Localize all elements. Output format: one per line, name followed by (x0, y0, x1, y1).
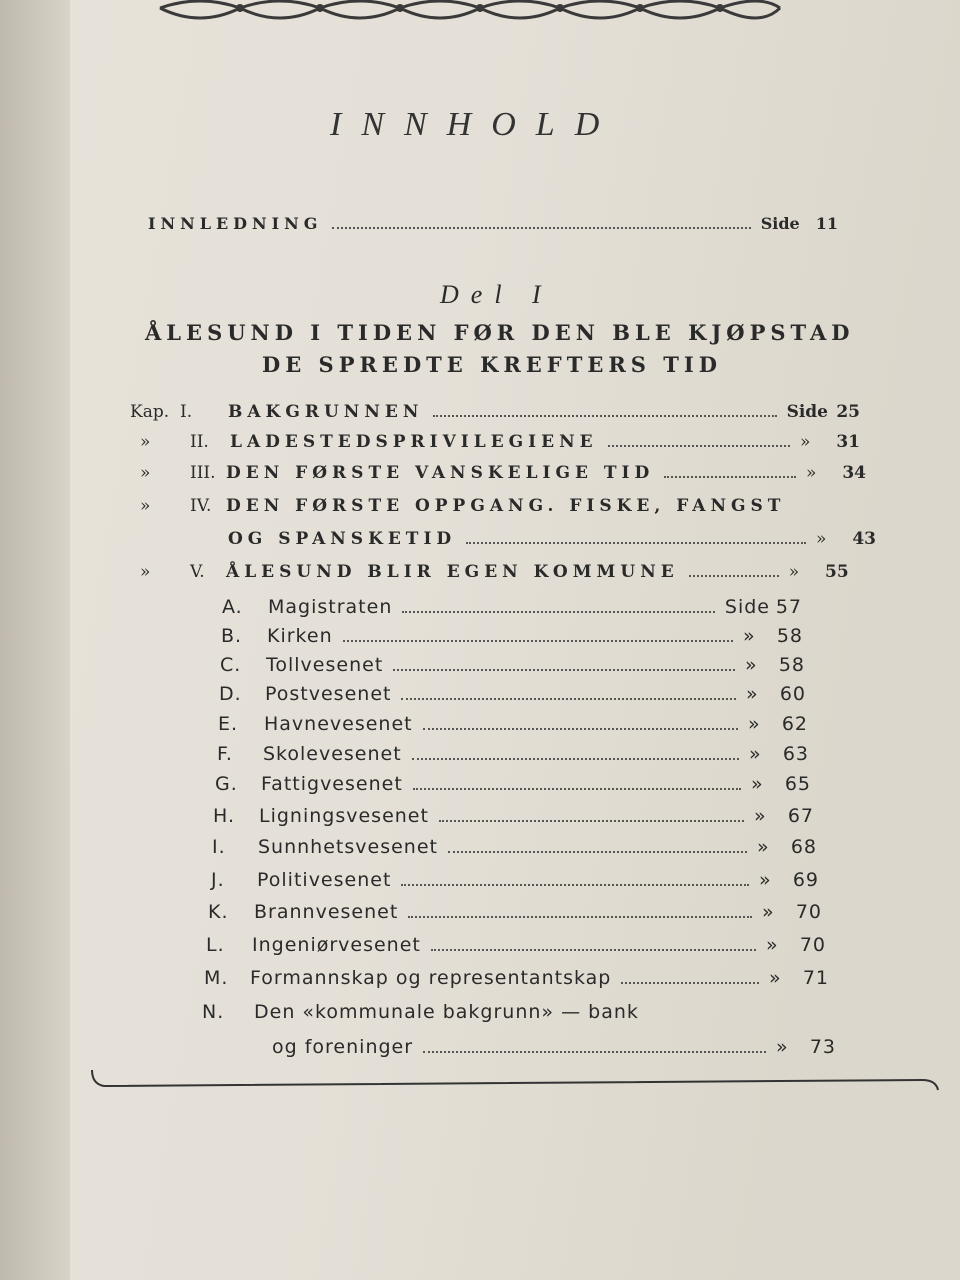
chapter-title: ÅLESUND BLIR EGEN KOMMUNE (226, 562, 679, 582)
section-letter: C. (220, 654, 242, 676)
section-page: 63 (782, 743, 809, 765)
leader-dots (408, 916, 752, 918)
section-letter: K. (208, 901, 229, 923)
chapter-number: IV. (190, 496, 212, 516)
section-row[interactable] (219, 683, 806, 705)
decorative-border-ornament (150, 0, 790, 28)
section-letter: N. (202, 1001, 225, 1023)
leader-dots (413, 788, 741, 790)
section-marker: » (748, 713, 761, 735)
section-title: Ligningsvesenet (259, 805, 429, 827)
section-row[interactable] (220, 654, 805, 676)
chapter-marker: » (788, 562, 800, 582)
chapter-page: 43 (852, 529, 876, 549)
chapter-page: 55 (825, 562, 849, 582)
chapter-marker: Side (786, 402, 828, 422)
section-marker: » (757, 836, 770, 858)
toc-intro-row[interactable] (148, 214, 838, 233)
section-page: 71 (802, 967, 829, 989)
leader-dots (466, 542, 806, 544)
section-title: Havnevesenet (264, 713, 413, 735)
section-row[interactable] (211, 869, 819, 891)
leader-dots (401, 698, 736, 700)
chapter-prefix: » (140, 463, 151, 483)
section-page: 69 (792, 869, 819, 891)
leader-dots (393, 669, 735, 671)
chapter-prefix: Kap. (130, 402, 170, 422)
section-title: Den «kommunale bakgrunn» — bank (254, 1001, 639, 1023)
chapter-title: LADESTEDSPRIVILEGIENE (230, 432, 598, 452)
chapter-marker: » (800, 432, 811, 452)
leader-dots (608, 445, 790, 447)
section-title: Ingeniørvesenet (252, 934, 421, 956)
leader-dots (412, 758, 739, 760)
leader-dots (439, 820, 744, 822)
section-marker: » (766, 934, 779, 956)
section-letter: A. (222, 596, 243, 618)
page-title: INNHOLD (330, 106, 620, 143)
section-title: Magistraten (268, 596, 393, 618)
chapter-number: III. (190, 463, 216, 483)
section-title: Postvesenet (265, 683, 392, 705)
section-letter: E. (218, 713, 239, 735)
section-page: 68 (790, 836, 817, 858)
leader-dots (621, 982, 759, 984)
leader-dots (401, 884, 749, 886)
section-row[interactable] (204, 967, 829, 989)
section-page: 65 (784, 773, 811, 795)
section-title: Fattigvesenet (261, 773, 403, 795)
intro-label: INNLEDNING (148, 214, 323, 233)
leader-dots (448, 851, 747, 853)
chapter-row[interactable] (140, 463, 866, 483)
section-row[interactable] (208, 901, 822, 923)
chapter-page: 25 (836, 402, 860, 422)
section-marker: » (754, 805, 767, 827)
chapter-title-continued: OG SPANSKETID (228, 529, 457, 549)
leader-dots (332, 227, 750, 229)
section-letter: F. (217, 743, 233, 765)
section-title: Kirken (267, 625, 333, 647)
chapter-marker: » (806, 463, 817, 483)
section-letter: G. (215, 773, 238, 795)
section-letter: D. (219, 683, 242, 705)
section-letter: L. (206, 934, 225, 956)
leader-dots (423, 728, 738, 730)
chapter-marker: » (816, 529, 827, 549)
section-marker: » (743, 625, 756, 647)
chapter-number: I. (180, 402, 193, 422)
page-gutter (0, 0, 70, 1280)
section-marker: » (776, 1036, 789, 1058)
section-marker: » (759, 869, 772, 891)
leader-dots (431, 949, 756, 951)
leader-dots (433, 415, 776, 417)
section-title-continued: og foreninger (272, 1036, 414, 1058)
section-letter: I. (212, 836, 226, 858)
section-page: 58 (776, 625, 803, 647)
section-letter: J. (211, 869, 225, 891)
section-marker: » (762, 901, 775, 923)
section-row[interactable] (206, 934, 826, 956)
section-letter: B. (221, 625, 243, 647)
chapter-row-continuation[interactable] (228, 529, 876, 549)
chapter-prefix: » (140, 432, 151, 452)
section-row[interactable] (217, 743, 809, 765)
part-subtitle-2: DE SPREDTE KREFTERS TID (262, 352, 722, 377)
section-page: 73 (809, 1036, 836, 1058)
leader-dots (343, 640, 733, 642)
section-page: 70 (799, 934, 826, 956)
chapter-number: V. (190, 562, 205, 582)
section-title: Formannskap og representantskap (250, 967, 612, 989)
chapter-row[interactable] (140, 432, 860, 452)
section-title: Tollvesenet (266, 654, 384, 676)
section-row[interactable] (222, 596, 802, 618)
chapter-title: BAKGRUNNEN (228, 402, 424, 422)
chapter-page: 31 (836, 432, 860, 452)
section-page: 70 (795, 901, 822, 923)
section-page: 57 (775, 596, 802, 618)
leader-dots (664, 476, 796, 478)
section-row[interactable] (202, 1001, 702, 1023)
section-page: 60 (779, 683, 806, 705)
section-page: 67 (787, 805, 814, 827)
section-page: 58 (778, 654, 805, 676)
section-marker: » (751, 773, 764, 795)
part-subtitle-1: ÅLESUND I TIDEN FØR DEN BLE KJØPSTAD (145, 320, 855, 345)
section-row[interactable] (213, 805, 814, 827)
chapter-title: DEN FØRSTE OPPGANG. FISKE, FANGST (226, 496, 786, 516)
chapter-row[interactable] (140, 496, 800, 516)
section-row[interactable] (212, 836, 817, 858)
section-row[interactable] (221, 625, 803, 647)
chapter-page: 34 (842, 463, 866, 483)
section-marker: Side (724, 596, 770, 618)
section-title: Sunnhetsvesenet (258, 836, 438, 858)
chapter-row[interactable] (130, 402, 860, 422)
intro-page: 11 (815, 214, 838, 233)
section-page: 62 (781, 713, 808, 735)
intro-side: Side (760, 214, 800, 233)
section-title: Skolevesenet (263, 743, 402, 765)
chapter-title: DEN FØRSTE VANSKELIGE TID (226, 463, 655, 483)
section-marker: » (746, 683, 759, 705)
section-letter: M. (204, 967, 229, 989)
leader-dots (423, 1051, 766, 1053)
section-letter: H. (213, 805, 235, 827)
section-marker: » (769, 967, 782, 989)
section-row[interactable] (215, 773, 811, 795)
bottom-rule-divider (90, 1068, 940, 1092)
chapter-prefix: » (140, 562, 151, 582)
chapter-prefix: » (140, 496, 151, 516)
section-row-continuation[interactable] (272, 1036, 836, 1058)
leader-dots (689, 575, 779, 577)
section-title: Politivesenet (257, 869, 392, 891)
chapter-number: II. (190, 432, 209, 452)
part-heading: Del I (440, 280, 553, 309)
chapter-row[interactable] (140, 562, 880, 582)
leader-dots (402, 611, 715, 613)
section-marker: » (749, 743, 762, 765)
section-row[interactable] (218, 713, 808, 735)
section-marker: » (745, 654, 758, 676)
section-title: Brannvesenet (254, 901, 399, 923)
